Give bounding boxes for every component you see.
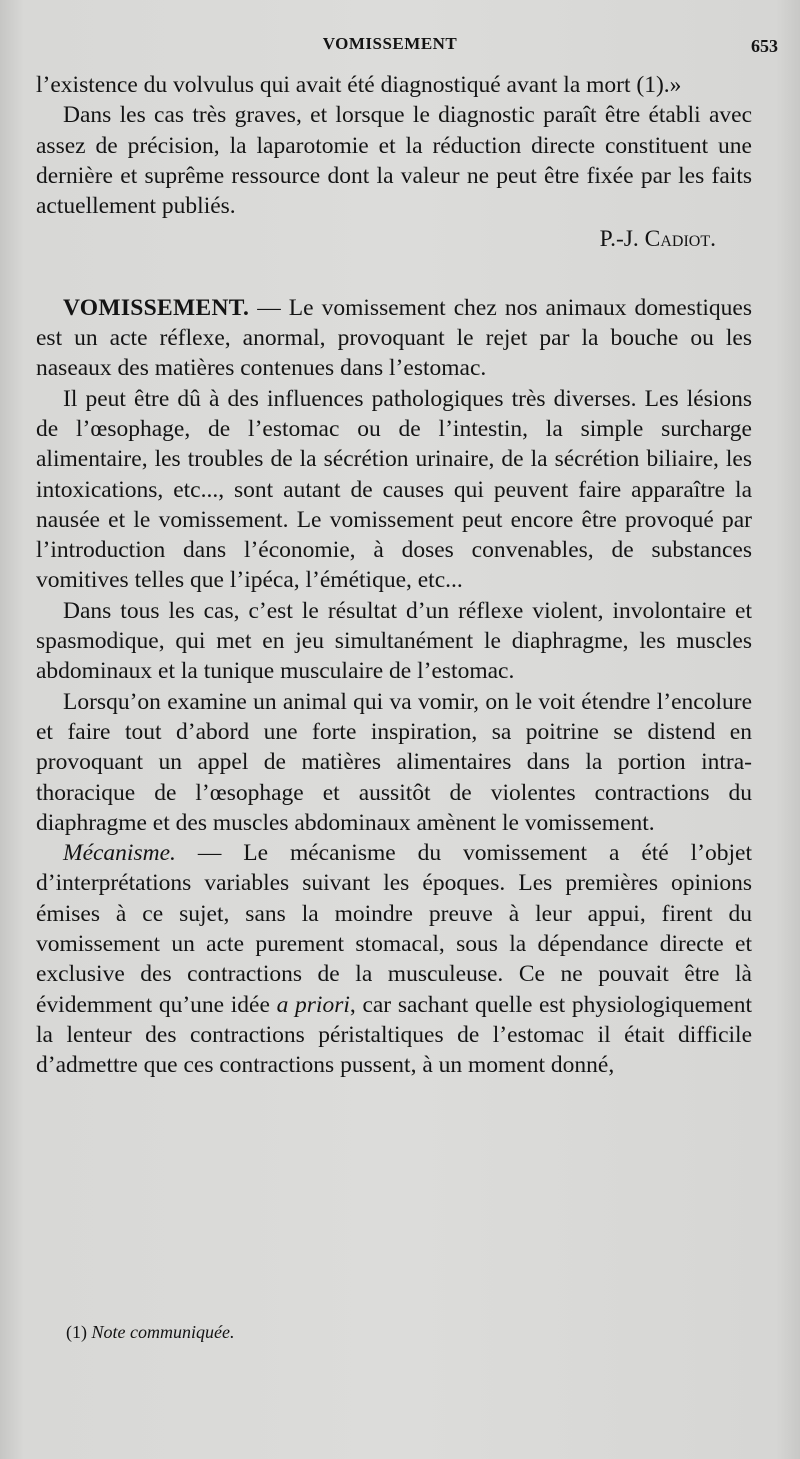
paragraph-mecanisme [36,838,752,1080]
running-title: VOMISSEMENT [322,34,458,53]
paragraph-causes: Il peut être dû à des influences pathologiques très diverses. Les lésions de l’œsophage, de l’estomac ou de l’intestin, la simple surcharge alimentaire, les troubles de la sécrétion urinaire, de la sécrétion biliaire, les intoxications, etc..., sont autant de causes qui peuvent faire apparaître la nausée et le vomissement. Le vomissement peut encore être provoqué par l’introduction dans l’économie, à doses convenables, de substances vomitives telles que l’ipéca, l’émétique, etc... [36,385,752,594]
author-signature [36,224,752,254]
footnote-text: Note communiquée. [91,1322,235,1342]
paragraph-continuation: l’existence du volvulus qui avait été diagnostiqué avant la mort (1).» [36,72,682,98]
footnote-marker: (1) [66,1322,92,1342]
paragraph-reflexe: Dans tous les cas, c’est le résultat d’un réflexe violent, involontaire et spasmodique, qui met en jeu simultanément le diaphragme, les muscles abdominaux et la tunique musculaire de l’estomac. [36,597,752,685]
mecanisme-text-part-1: — Le mécanisme du vomissement a été l’objet d’interprétations variables suivant les époques. Les premières opinions émises à ce sujet, sans la moindre preuve à leur appui, firent du vomissement un acte purement stomacal, sous la dépendance directe et exclusive des contractions de la musculeuse. Ce ne pouvait être là évidemment qu’une idée [36,840,752,1018]
mecanisme-text-part-2: , car sachant quelle est physiologiquement la lenteur des contractions péristaltiques de l’estomac il était difficile d’admettre que ces contractions pussent, à un moment donné, [36,991,752,1079]
running-header [0,34,800,58]
mecanisme-italic-term: a priori [276,991,350,1018]
article-headword: VOMISSEMENT. [63,294,250,321]
footnote [66,1322,234,1343]
signature-text: P.-J. Cadiot. [599,226,716,253]
article-vomissement-intro [36,293,752,384]
paragraph-laparotomie: Dans les cas très graves, et lorsque le diagnostic paraît être établi avec assez de précision, la laparotomie et la réduction directe constituent une dernière et suprême ressource dont la valeur ne peut être fixée par les faits actuellement publiés. [36,102,752,220]
paragraph-examen: Lorsqu’on examine un animal qui va vomir, on le voit étendre l’encolure et faire tout d’abord une forte inspiration, sa poitrine se distend en provoquant un appel de matières alimentaires dans la portion intra-thoracique de l’œsophage et aussitôt de violentes contractions du diaphragme et des muscles abdominaux amènent le vomissement. [36,688,752,836]
article-intro-text: — Le vomissement chez nos animaux domestiques est un acte réflexe, anormal, provoquant le rejet par la bouche ou les naseaux des matières contenues dans l’estomac. [36,294,752,382]
page-number: 653 [751,36,778,56]
mecanisme-subheading: Mécanisme. [63,840,176,867]
body-text [36,70,752,1081]
